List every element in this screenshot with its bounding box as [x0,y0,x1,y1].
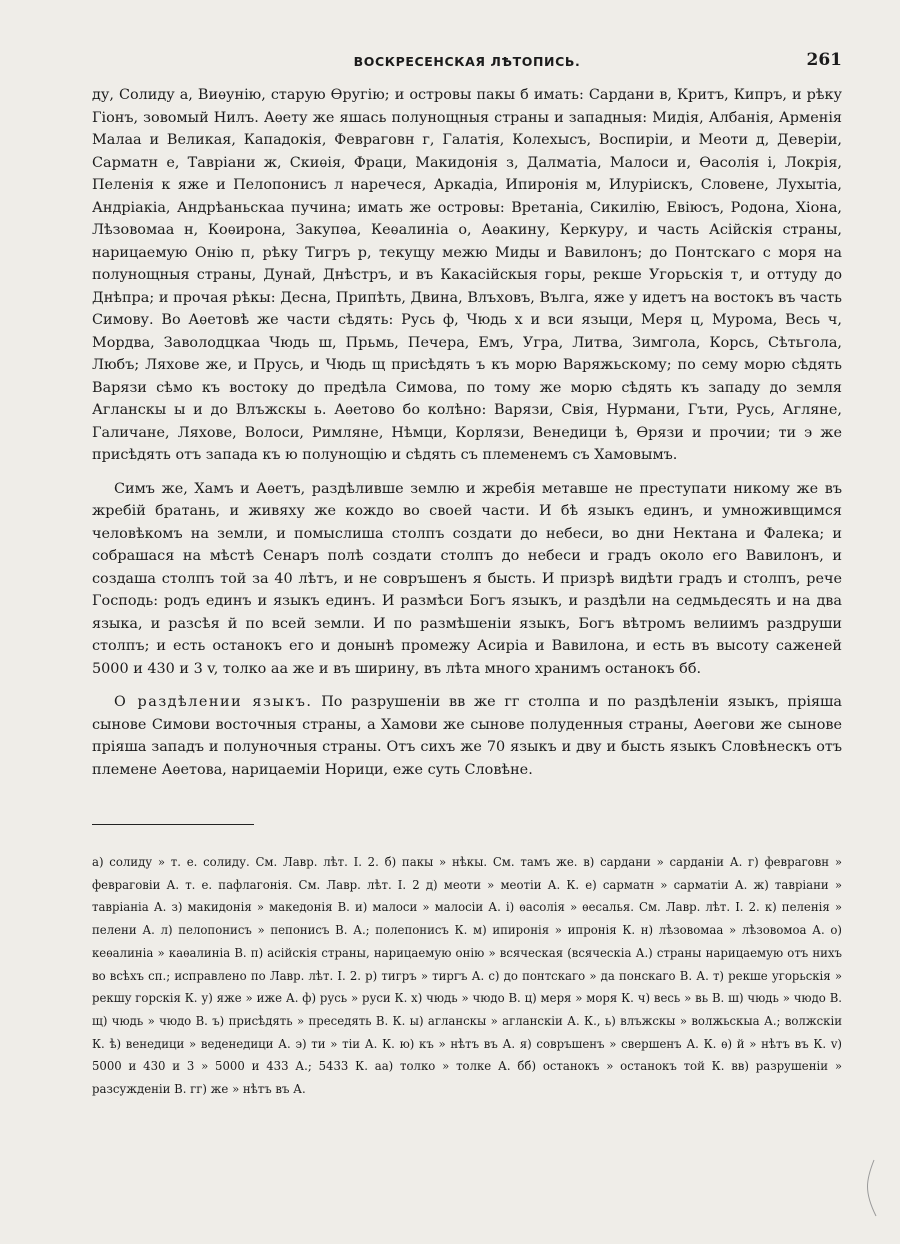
margin-mark-icon [860,1158,880,1218]
paragraph: ду, Солиду а, Виѳунію, старую Ѳругію; и островы пакы б имать: Сардани в, Критъ, Кипръ, и рѣку Гіонъ, зовомый Нилъ. Аѳету же яшась полунощныя страны и западныя: Мидія, Албанія, Арменія Малаа и Великая, Кападокія, Февраговн г, Галатія, Колехысъ, Воспиріи, и Меоти д, Деверіи, Сарматн е, Тавріани ж, Скиѳія, Фраци, Макидонія з, Далматіа, Малоси и, Ѳасолія і, Локрія, Пеленія к яже и Пелопонисъ л наречеся, Аркадіа, Ипиронія м, Илуріискъ, Словене, Лухытіа, Андріакіа, Андрѣаньскаа пучина; имать же островы: Вретаніа, Сикилію, Евіюсъ, Родона, Хіона, Лѣзовомаа н, Коѳирона, Закупѳа, Кеѳалиніа о, Аѳакину, Керкуру, и часть Асійскія страны, нарицаемую Онію п, рѣку Тигръ р, текущу межю Миды и Вавилонъ; до Понтскаго с моря на полунощныя страны, Дунай, Днѣстръ, и въ Какасійскыя горы, рекше Угорьскія т, и оттуду до Днѣпра; и прочая рѣкы: Десна, Припѣть, Двина, Влъховъ, Вълга, яже у идетъ на востокъ въ часть Симову. Во Аѳетовѣ же части сѣдять: Русь ф, Чюдь х и вси языци, Меря ц, Мурома, Весь ч, Мордва, Заволодцкаа Чюдь ш, Прьмь, Печера, Емъ, Угра, Литва, Зимгола, Корсь, Сѣтьгола, Любъ; Ляхове же, и Прусь, и Чюдь щ присѣдять ъ къ морю Варяжьскому; по сему морю сѣдять Варязи сѣмо къ востоку до предѣла Симова, по тому же морю сѣдять къ западу до земля Агланскы ы и до Влъжскы ь. Аѳетово бо колѣно: Варязи, Свія, Нурмани, Гъти, Русь, Агляне, Галичане, Ляхове, Волоси, Римляне, Нѣмци, Корлязи, Венедици ѣ, Ѳрязи и прочии; ти э же присѣдять отъ запада къ ю полунощію и сѣдять съ племенемъ съ Хамовымъ. [92,87,842,463]
running-title: ВОСКРЕСЕНСКАЯ ЛѢТОПИСЬ. [353,54,581,69]
running-header [92,50,842,80]
section-heading: О раздѣлении языкъ. [114,694,313,710]
paragraph [92,691,842,781]
footnote-text: а) солиду » т. е. солиду. См. Лавр. лѣт. I. 2. б) пакы » нѣкы. См. тамъ же. в) сардани » сарданіи А. г) февраговн » февраговіи А. т. е. пафлагонія. См. Лавр. лѣт. I. 2 д) меоти » меотіи А. К. е) сарматн » сарматіи А. ж) тавріани » тавріаніа А. з) макидонія » македонія В. и) малоси » малосіи А. і) ѳасолія » ѳесалья. См. Лавр. лѣт. I. 2. к) пеленія » пелени А. л) пелопонисъ » пепонисъ В. А.; полепонисъ К. м) ипиронія » ипронія К. н) лѣзовомаа » лѣзовомоа А. о) кеѳалиніа » каѳалиніа В. п) асійскія страны, нарицаемую онію » всяческая (всяческіа А.) страны нарицаемую отъ нихъ во всѣхъ сп.; исправлено по Лавр. лѣт. I. 2. р) тигръ » тиргъ А. с) до понтскаго » да понскаго В. А. т) рекше угорьскія » рекшу горскія К. у) яже » иже А. ф) русь » руси К. х) чюдь » чюдо В. ц) меря » моря К. ч) весь » вь В. ш) чюдь » чюдо В. щ) чюдь » чюдо В. ъ) присѣдять » преседять В. К. ы) агланскы » агланскіи А. К., ь) влъжскы » волжьскыа А.; волжскіи К. ѣ) венедици » веденедици А. э) ти » тіи А. К. ю) къ » нѣтъ въ А. я) совръшенъ » свершенъ А. К. ѳ) й » нѣтъ въ К. v) 5000 и 430 и 3 » 5000 и 433 А.; 5433 К. аа) толко » толке А. бб) останокъ » останокъ той К. вв) разрушеніи » разсужденіи В. гг) же » нѣтъ въ А. [92,855,842,1097]
footnote-divider [92,824,254,825]
page-number: 261 [806,50,842,70]
footnotes [92,851,842,1101]
paragraph-text: По разрушеніи вв же гг столпа и по раздѣленіи языкъ, пріяша сынове Симови восточныя страны, а Хамови же сынове полуденныя страны, Аѳегови же сынове пріяша западъ и полуночныя страны. Отъ сихъ же 70 языкъ и дву и бысть языкъ Словѣнескъ отъ племене Аѳетова, нарицаеміи Норици, еже суть Словѣне. [92,694,842,778]
paragraph: Симъ же, Хамъ и Аѳетъ, раздѣливше землю и жребія метавше не преступати никому же въ жребій братань, и живяху же кождо во своей части. И бѣ языкъ единъ, и умноживщимся человѣкомъ на земли, и помыслиша столпъ создати до небеси, во дни Нектана и Фалека; и собрашася на мѣстѣ Сенаръ полѣ создати столпъ до небеси и градъ около его Вавилонъ, и создаша столпъ той за 40 лѣтъ, и не совръшенъ я бысть. И призрѣ видѣти градъ и столпъ, рече Господь: родъ единъ и языкъ единъ. И размѣси Богъ языкъ, и раздѣли на седмьдесять и на два языка, и разсѣя й по всей земли. И по размѣшеніи языкъ, Богъ вѣтромъ велиимъ раздруши столпъ; и есть останокъ его и донынѣ промежу Асиріа и Вавилона, и есть въ высоту саженей 5000 и 430 и 3 v, толко аа же и въ ширину, въ лѣта много хранимъ останокъ бб. [92,480,842,677]
main-text [92,84,842,792]
